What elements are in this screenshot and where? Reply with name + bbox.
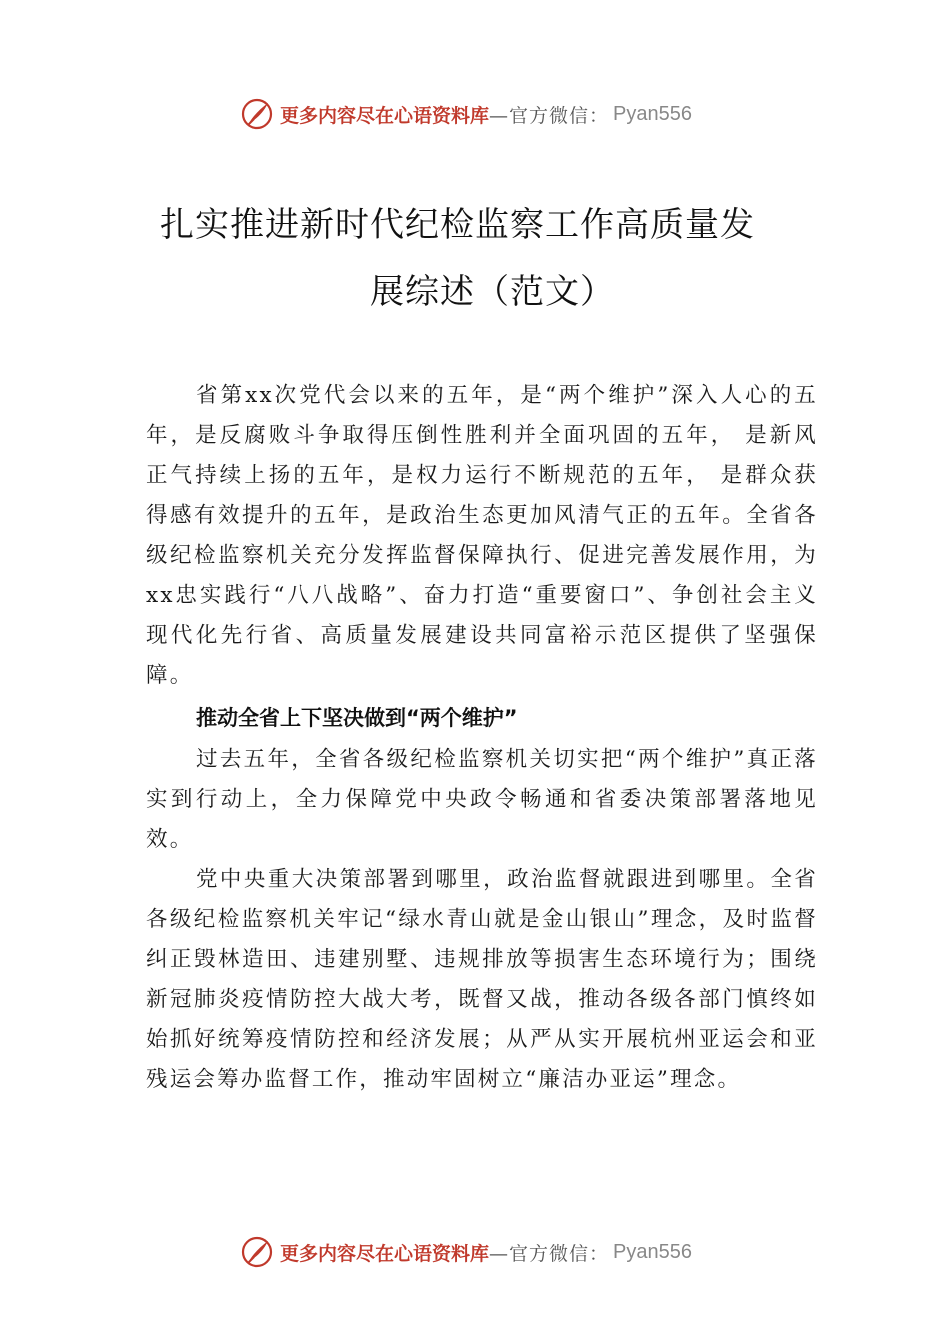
watermark-red-text: 更多内容尽在心语资料库 [280, 104, 490, 127]
watermark-id-text: Pyan556 [613, 102, 692, 125]
document-title-line2: 展综述（范文） [370, 272, 615, 312]
document-title-line1: 扎实推进新时代纪检监察工作高质量发 [160, 205, 755, 245]
quill-logo-icon [240, 1235, 274, 1269]
watermark-footer [240, 1234, 692, 1270]
watermark-id-text: Pyan556 [613, 1240, 692, 1263]
watermark-red-text: 更多内容尽在心语资料库 [280, 1242, 490, 1265]
paragraph-3: 党中央重大决策部署到哪里，政治监督就跟进到哪里。全省各级纪检监察机关牢记“绿水青山就是金山银山”理念，及时监督纠正毁林造田、违建别墅、违规排放等损害生态环境行为；围绕新冠肺炎疫情防控大战大考，既督又战，推动各级各部门慎终如始抓好统筹疫情防控和经济发展；从严从实开展杭州亚运会和亚残运会筹办监督工作，推动牢固树立“廉洁办亚运”理念。 [146, 867, 818, 1092]
watermark-header [240, 96, 692, 132]
watermark-gray-text: —官方微信： [489, 1242, 610, 1265]
paragraph-2: 过去五年，全省各级纪检监察机关切实把“两个维护”真正落实到行动上，全力保障党中央政令畅通和省委决策部署落地见效。 [146, 747, 818, 852]
paragraph-1: 省第xx次党代会以来的五年，是“两个维护”深入人心的五年，是反腐败斗争取得压倒性胜利并全面巩固的五年， 是新风正气持续上扬的五年，是权力运行不断规范的五年， 是群众获得感有效提升的五年，是政治生态更加风清气正的五年。全省各级纪检监察机关充分发挥监督保障执行、促进完善发展作用，为 xx忠实践行“八八战略”、奋力打造“重要窗口”、争创社会主义现代化先行省、高质量发展建设共同富裕示范区提供了坚强保障。 [146, 383, 818, 688]
watermark-gray-text: —官方微信： [489, 104, 610, 127]
quill-logo-icon [240, 97, 274, 131]
section-heading: 推动全省上下坚决做到“两个维护” [196, 706, 518, 730]
